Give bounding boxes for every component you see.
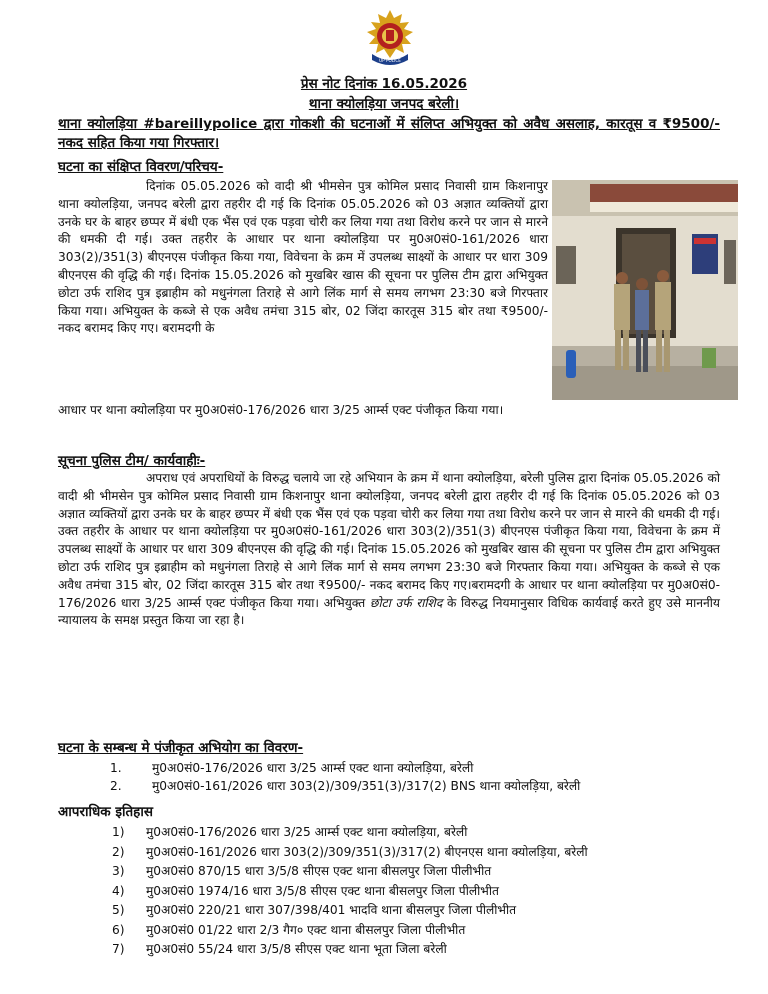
- police-action-body-end: के विरुद्ध नियमानुसार विधिक कार्यवाई करते हुए उसे माननीय न्यायालय के समक्ष प्रस्तुत किया जा रहा है।: [58, 595, 720, 628]
- incident-summary-heading: घटना का संक्षिप्त विवरण/परिचय-: [58, 159, 224, 175]
- criminal-history-heading: आपराधिक इतिहास: [58, 804, 153, 820]
- list-item: 7) मु0अ0सं0 55/24 धारा 3/5/8 सीएस एक्ट थाना भूता जिला बरेली: [112, 942, 447, 956]
- list-item: 2) मु0अ0सं0-161/2026 धारा 303(2)/309/351(3)/317(2) बीएनएस थाना क्योलड़िया, बरेली: [112, 844, 588, 859]
- list-item: 1) मु0अ0सं0-176/2026 धारा 3/25 आर्म्स एक्ट थाना क्योलड़िया, बरेली: [112, 825, 468, 839]
- list-item: 3) मु0अ0सं0 870/15 धारा 3/5/8 सीएस एक्ट थाना बीसलपुर जिला पीलीभीत: [112, 864, 492, 878]
- incident-summary-body: दिनांक 05.05.2026 को वादी श्री भीमसेन पुत्र कोमिल प्रसाद निवासी ग्राम किशनापुर थाना क्योलड़िया, जनपद बरेली द्वारा तहरीर दी गई कि दिनांक 05.05.2026 को 03 अज्ञात व्यक्तियों द्वारा उनके घर के बाहर छप्पर में बंधी एक भैंस एवं एक पड़वा चोरी कर लिया गया तथा विरोध करने पर जान से मारने की धमकी दी गई। उक्त तहरीर के आधार पर थाना क्योलड़िया पर मु0अ0सं0-161/2026 धारा 303(2)/351(3) बीएनएस पंजीकृत किया गया, विवेचना के क्रम में उपलब्ध साक्ष्यों के आधार पर धारा 309 बीएनएस की वृद्धि की गई। दिनांक 15.05.2026 को मुखबिर खास की सूचना पर पुलिस टीम द्वारा अभियुक्त छोटा उर्फ राशिद पुत्र इब्राहीम को मधुनंगला तिराहे से आगे लिंक मार्ग से समय लगभग 23:30 बजे गिरफ्तार किया गया। अभियुक्त के कब्जे से एक अवैध तमंचा 315 बोर, 02 जिंदा कारतूस 315 बोर तथा ₹9500/- नकद बरामद किए गए। बरामदगी के: [58, 179, 548, 336]
- list-item: 6) मु0अ0सं0 01/22 धारा 2/3 गैग० एक्ट थाना बीसलपुर जिला पीलीभीत: [112, 922, 466, 937]
- list-item: 4) मु0अ0सं0 1974/16 धारा 3/5/8 सीएस एक्ट थाना बीसलपुर जिला पीलीभीत: [112, 883, 499, 898]
- registered-cases-list: [110, 759, 730, 795]
- arrest-photo: [552, 180, 738, 400]
- list-item: 1. मु0अ0सं0-176/2026 धारा 3/25 आर्म्स एक्ट थाना क्योलड़िया, बरेली: [110, 761, 474, 775]
- incident-summary-text-continued: आधार पर थाना क्योलड़िया पर मु0अ0सं0-176/2026 धारा 3/25 आर्म्स एक्ट पंजीकृत किया गया।: [58, 403, 504, 417]
- criminal-history-list: [112, 823, 722, 960]
- press-note-date-title: प्रेस नोट दिनांक 16.05.2026: [300, 76, 468, 92]
- police-action-text: [58, 470, 720, 630]
- police-station-title: थाना क्योलड़िया जनपद बरेली।: [308, 96, 460, 112]
- police-action-heading: सूचना पुलिस टीम/ कार्यवाहीः-: [58, 453, 206, 469]
- police-action-body: अपराध एवं अपराधियों के विरुद्ध चलाये जा रहे अभियान के क्रम में थाना क्योलड़िया, बरेली पुलिस द्वारा दिनांक 05.05.2026 को वादी श्री भीमसेन पुत्र कोमिल प्रसाद निवासी ग्राम किशनापुर थाना क्योलड़िया, जनपद बरेली द्वारा तहरीर दी गई कि दिनांक 05.05.2026 को 03 अज्ञात व्यक्तियों द्वारा उनके घर के बाहर छप्पर में बंधी एक भैंस एवं एक पड़वा चोरी कर लिया गया तथा विरोध करने पर जान से मारने की धमकी दी गई। उक्त तहरीर के आधार पर थाना क्योलड़िया पर मु0अ0सं0-161/2026 धारा 303(2)/351(3) बीएनएस पंजीकृत किया गया, विवेचना के क्रम में उपलब्ध साक्ष्यों के आधार पर धारा 309 बीएनएस की वृद्धि की गई। दिनांक 15.05.2026 को मुखबिर खास की सूचना पर पुलिस टीम द्वारा अभियुक्त छोटा उर्फ राशिद पुत्र इब्राहीम को मधुनंगला तिराहे से आगे लिंक मार्ग से समय लगभग 23:30 बजे गिरफ्तार किया गया। अभियुक्त के कब्जे से एक अवैध तमंचा 315 बोर, 02 जिंदा कारतूस 315 बोर तथा ₹9500/- नकद बरामद किए गए।बरामदगी के आधार पर थाना क्योलड़िया पर मु0अ0सं0-176/2026 धारा 3/25 आर्म्स एक्ट पंजीकृत किया गया। अभियुक्त: [58, 471, 720, 610]
- list-item: 5) मु0अ0सं0 220/21 धारा 307/398/401 भादवि थाना बीसलपुर जिला पीलीभीत: [112, 903, 517, 917]
- registered-cases-heading: घटना के सम्बन्ध मे पंजीकृत अभियोग का विवरण-: [58, 740, 304, 756]
- accused-name: छोटा उर्फ राशिद: [369, 595, 443, 610]
- up-police-emblem-icon: [362, 8, 418, 70]
- press-headline: थाना क्योलड़िया #bareillypolice द्वारा गोकशी की घटनाओं में संलिप्त अभियुक्त को अवैध असलाह, कारतूस व ₹9500/- नकद सहित किया गया गिरफ्तार।: [58, 116, 720, 151]
- incident-summary-text: [58, 178, 548, 338]
- list-item: 2. मु0अ0सं0-161/2026 धारा 303(2)/309/351(3)/317(2) BNS थाना क्योलड़िया, बरेली: [110, 779, 581, 793]
- svg-text:UP POLICE: UP POLICE: [379, 58, 401, 63]
